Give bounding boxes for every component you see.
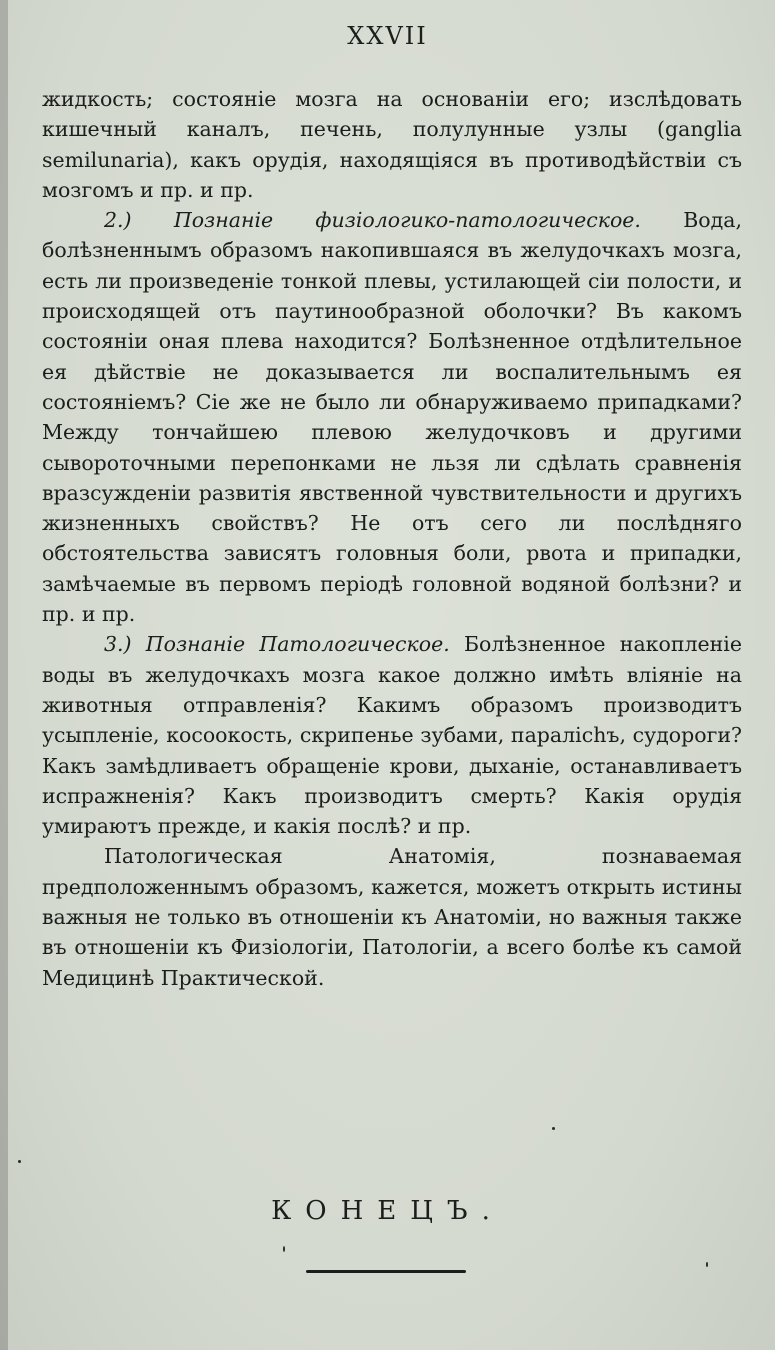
ink-speck — [18, 1160, 21, 1163]
paragraph-1 — [42, 84, 742, 205]
paragraph-3-heading: 3.) Познанiе Патологическое. — [104, 632, 450, 657]
ink-speck — [552, 1127, 555, 1130]
page-number: XXVII — [347, 22, 428, 50]
ink-speck — [706, 1262, 708, 1267]
paragraph-2 — [42, 205, 742, 629]
paragraph-1-text: жидкость; состоянiе мозга на основанiи его; изслѣдовать кишечный каналъ, печень, полулунные узлы (ganglia semilunaria), какъ орудiя, находящiяся въ противодѣйствiи съ мозгомъ и пр. и пр. — [42, 87, 742, 202]
paragraph-2-heading: 2.) Познанiе физiологико-патологическое. — [104, 208, 641, 233]
ornamental-rule — [306, 1270, 466, 1273]
ending-title: КОНЕЦЪ. — [271, 1196, 504, 1226]
paragraph-4-text: Патологическая Анатомiя, познаваемая предположеннымъ образомъ, кажется, можетъ открыть истины важныя не только въ отношенiи къ Анатомiи, но важныя также въ отношенiи къ Физiологiи, Патологiи, а всего болѣе къ самой Медицинѣ Практической. — [42, 844, 742, 990]
paragraph-2-text: Вода, болѣзненнымъ образомъ накопившаяся въ желудочкахъ мозга, есть ли произведенiе тонкой плевы, устилающей сiи полости, и происходящей отъ паутинообразной оболочки? Въ какомъ состоянiи оная плева находится? Болѣзненное отдѣлительное ея дѣйствiе не доказывается ли воспалительнымъ ея состоянiемъ? Сiе же не было ли обнаруживаемо припадками? Между тончайшею плевою желудочковъ и другими сывороточными перепонками не льзя ли сдѣлать сравненiя вразсужденiи развитiя явственной чувствительности и другихъ жизненныхъ свойствъ? Не отъ сего ли послѣдняго обстоятельства зависятъ головныя боли, рвота и припадки, замѣчаемые въ первомъ перiодѣ головной водяной болѣзни? и пр. и пр. — [42, 208, 742, 627]
page-edge-shadow — [0, 0, 8, 1350]
paragraph-3-text: Болѣзненное накопленiе воды въ желудочкахъ мозга какое должно имѣть влiянiе на животныя отправленiя? Какимъ образомъ производитъ усыпленiе, косоокость, скрипенье зубами, паралichъ, судороги? Какъ замѣдливаетъ обращенiе крови, дыханiе, останавливаетъ испражненiя? Какъ производитъ смерть? Какiя орудiя умираютъ прежде, и какiя послѣ? и пр. — [42, 632, 742, 839]
body-text — [42, 84, 742, 993]
paragraph-4 — [42, 841, 742, 992]
paragraph-3 — [42, 629, 742, 841]
ink-speck — [283, 1246, 285, 1252]
